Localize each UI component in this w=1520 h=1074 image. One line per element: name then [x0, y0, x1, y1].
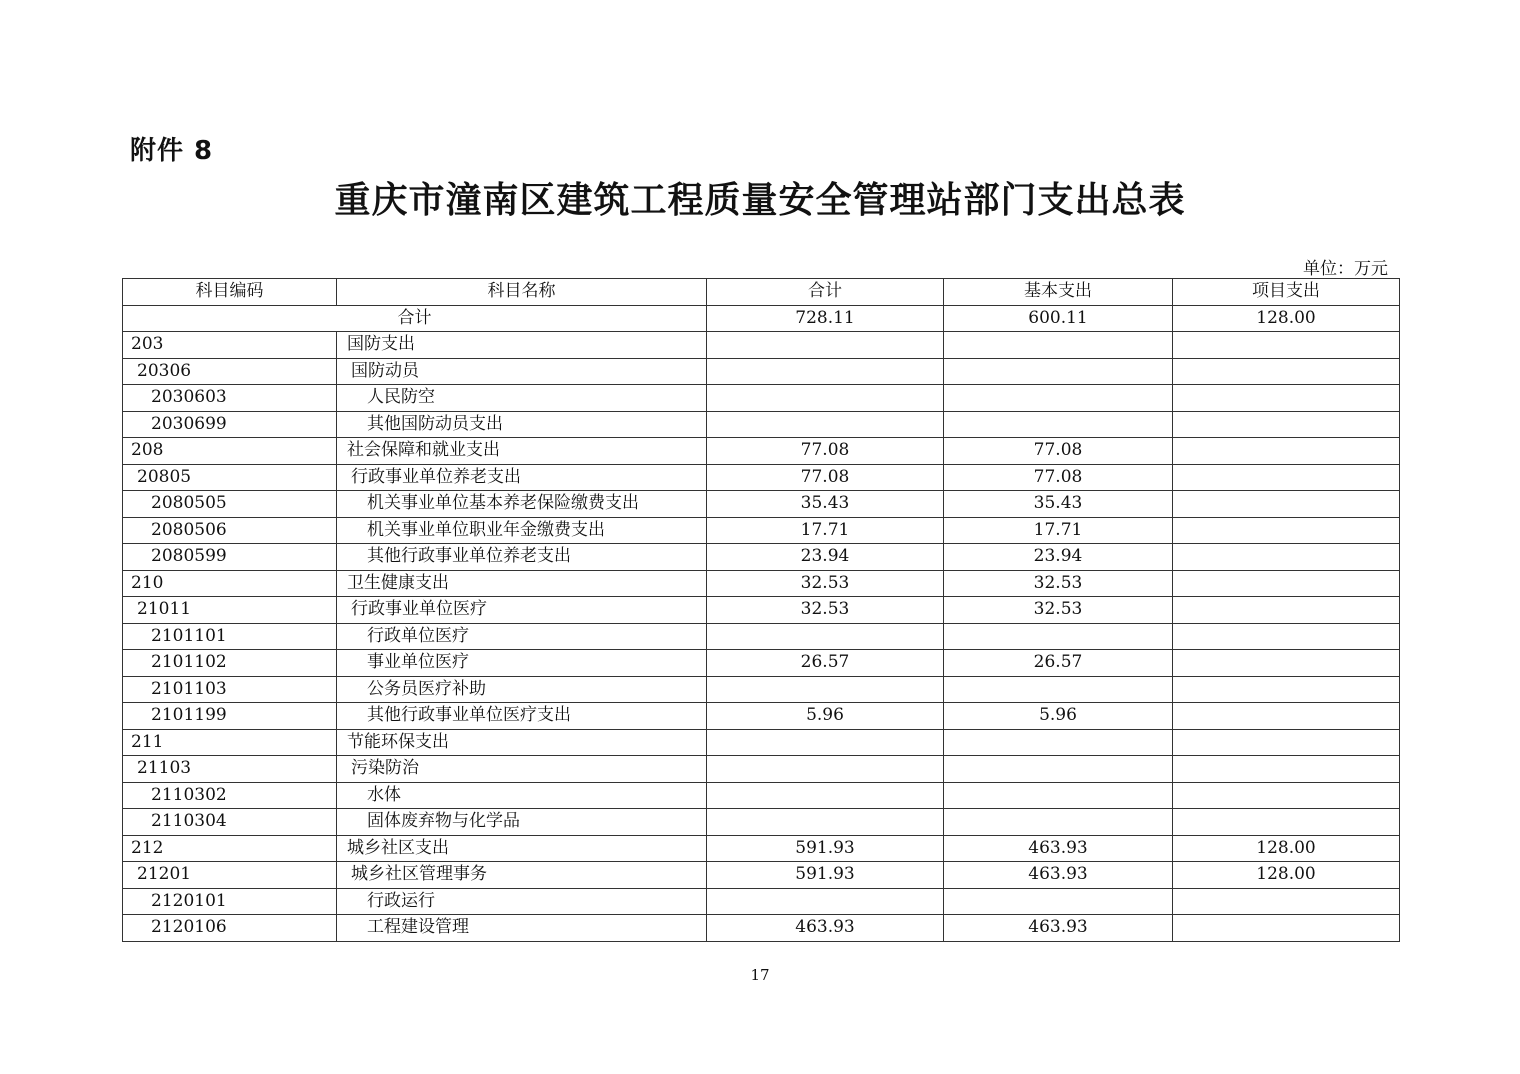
table-row — [123, 650, 1400, 677]
row-name: 行政运行 — [337, 888, 707, 915]
row-basic: 463.93 — [944, 915, 1173, 942]
row-project — [1173, 464, 1400, 491]
table-row — [123, 862, 1400, 889]
row-name: 其他国防动员支出 — [337, 411, 707, 438]
row-code: 2101101 — [123, 623, 337, 650]
page-number: 17 — [750, 966, 770, 984]
row-total: 32.53 — [707, 597, 944, 624]
table-header — [123, 279, 1400, 306]
row-project — [1173, 438, 1400, 465]
row-code: 208 — [123, 438, 337, 465]
row-project — [1173, 491, 1400, 518]
row-code: 2080599 — [123, 544, 337, 571]
header-total: 合计 — [707, 279, 944, 306]
row-project — [1173, 385, 1400, 412]
row-code: 2030699 — [123, 411, 337, 438]
row-name: 城乡社区支出 — [337, 835, 707, 862]
table-row — [123, 597, 1400, 624]
row-code: 203 — [123, 332, 337, 359]
row-project — [1173, 544, 1400, 571]
page-title: 重庆市潼南区建筑工程质量安全管理站部门支出总表 — [334, 180, 1186, 221]
table-row — [123, 570, 1400, 597]
row-code: 2110304 — [123, 809, 337, 836]
row-name: 社会保障和就业支出 — [337, 438, 707, 465]
row-project — [1173, 888, 1400, 915]
row-code: 211 — [123, 729, 337, 756]
row-code: 212 — [123, 835, 337, 862]
table-row — [123, 332, 1400, 359]
row-basic — [944, 888, 1173, 915]
row-total — [707, 385, 944, 412]
row-project — [1173, 756, 1400, 783]
row-code: 2120101 — [123, 888, 337, 915]
row-code: 21011 — [123, 597, 337, 624]
row-total — [707, 729, 944, 756]
row-total: 17.71 — [707, 517, 944, 544]
row-basic — [944, 756, 1173, 783]
row-total: 591.93 — [707, 862, 944, 889]
row-total: 23.94 — [707, 544, 944, 571]
table-row — [123, 729, 1400, 756]
total-row — [123, 305, 1400, 332]
table-row — [123, 915, 1400, 942]
row-name: 人民防空 — [337, 385, 707, 412]
row-basic — [944, 623, 1173, 650]
row-basic — [944, 729, 1173, 756]
table-row — [123, 782, 1400, 809]
row-code: 21201 — [123, 862, 337, 889]
table-row — [123, 809, 1400, 836]
row-name: 事业单位医疗 — [337, 650, 707, 677]
table-row — [123, 411, 1400, 438]
row-name: 行政事业单位养老支出 — [337, 464, 707, 491]
row-basic: 32.53 — [944, 570, 1173, 597]
header-name: 科目名称 — [337, 279, 707, 306]
row-code: 2080506 — [123, 517, 337, 544]
row-project — [1173, 570, 1400, 597]
unit-label: 单位：万元 — [1303, 259, 1388, 279]
row-total: 463.93 — [707, 915, 944, 942]
row-name: 国防动员 — [337, 358, 707, 385]
row-total: 26.57 — [707, 650, 944, 677]
row-total — [707, 782, 944, 809]
row-code: 21103 — [123, 756, 337, 783]
row-total — [707, 888, 944, 915]
row-project — [1173, 703, 1400, 730]
row-basic: 26.57 — [944, 650, 1173, 677]
row-project — [1173, 915, 1400, 942]
row-total — [707, 623, 944, 650]
row-project — [1173, 676, 1400, 703]
row-code: 2080505 — [123, 491, 337, 518]
table-row — [123, 438, 1400, 465]
row-project — [1173, 729, 1400, 756]
row-code: 2030603 — [123, 385, 337, 412]
table-row — [123, 464, 1400, 491]
row-basic: 463.93 — [944, 862, 1173, 889]
row-code: 210 — [123, 570, 337, 597]
row-project — [1173, 332, 1400, 359]
table-row — [123, 888, 1400, 915]
table-row — [123, 676, 1400, 703]
header-project: 项目支出 — [1173, 279, 1400, 306]
row-name: 其他行政事业单位养老支出 — [337, 544, 707, 571]
row-name: 公务员医疗补助 — [337, 676, 707, 703]
total-label: 合计 — [123, 305, 707, 332]
row-project — [1173, 517, 1400, 544]
row-basic: 23.94 — [944, 544, 1173, 571]
row-total: 35.43 — [707, 491, 944, 518]
row-name: 节能环保支出 — [337, 729, 707, 756]
row-basic: 35.43 — [944, 491, 1173, 518]
row-total — [707, 411, 944, 438]
row-total: 32.53 — [707, 570, 944, 597]
row-basic — [944, 332, 1173, 359]
row-total — [707, 756, 944, 783]
header-row — [123, 279, 1400, 306]
row-project: 128.00 — [1173, 862, 1400, 889]
expenditure-table — [122, 278, 1400, 942]
row-project — [1173, 597, 1400, 624]
row-name: 水体 — [337, 782, 707, 809]
table-row — [123, 835, 1400, 862]
row-name: 机关事业单位基本养老保险缴费支出 — [337, 491, 707, 518]
row-total: 77.08 — [707, 438, 944, 465]
row-basic: 463.93 — [944, 835, 1173, 862]
total-project: 128.00 — [1173, 305, 1400, 332]
row-basic: 5.96 — [944, 703, 1173, 730]
attachment-label: 附件 8 — [130, 136, 214, 166]
row-total: 77.08 — [707, 464, 944, 491]
row-basic — [944, 358, 1173, 385]
row-basic — [944, 782, 1173, 809]
table-row — [123, 358, 1400, 385]
row-basic: 17.71 — [944, 517, 1173, 544]
table-row — [123, 385, 1400, 412]
header-code: 科目编码 — [123, 279, 337, 306]
row-code: 20805 — [123, 464, 337, 491]
table-body — [123, 305, 1400, 941]
row-project — [1173, 411, 1400, 438]
total-basic: 600.11 — [944, 305, 1173, 332]
header-basic: 基本支出 — [944, 279, 1173, 306]
row-basic — [944, 411, 1173, 438]
row-basic — [944, 809, 1173, 836]
table-row — [123, 756, 1400, 783]
row-basic — [944, 676, 1173, 703]
row-basic — [944, 385, 1173, 412]
row-name: 行政事业单位医疗 — [337, 597, 707, 624]
row-project: 128.00 — [1173, 835, 1400, 862]
row-name: 国防支出 — [337, 332, 707, 359]
total-total: 728.11 — [707, 305, 944, 332]
row-code: 2101199 — [123, 703, 337, 730]
row-name: 卫生健康支出 — [337, 570, 707, 597]
row-project — [1173, 623, 1400, 650]
row-project — [1173, 650, 1400, 677]
row-name: 行政单位医疗 — [337, 623, 707, 650]
table-row — [123, 703, 1400, 730]
row-basic: 32.53 — [944, 597, 1173, 624]
row-code: 2120106 — [123, 915, 337, 942]
row-code: 2110302 — [123, 782, 337, 809]
table-row — [123, 517, 1400, 544]
row-project — [1173, 358, 1400, 385]
row-total: 5.96 — [707, 703, 944, 730]
row-total — [707, 332, 944, 359]
row-code: 20306 — [123, 358, 337, 385]
row-total: 591.93 — [707, 835, 944, 862]
row-project — [1173, 809, 1400, 836]
table-row — [123, 623, 1400, 650]
row-name: 机关事业单位职业年金缴费支出 — [337, 517, 707, 544]
row-code: 2101103 — [123, 676, 337, 703]
row-basic: 77.08 — [944, 438, 1173, 465]
table-row — [123, 491, 1400, 518]
row-total — [707, 809, 944, 836]
table-row — [123, 544, 1400, 571]
row-name: 污染防治 — [337, 756, 707, 783]
row-basic: 77.08 — [944, 464, 1173, 491]
row-name: 固体废弃物与化学品 — [337, 809, 707, 836]
row-project — [1173, 782, 1400, 809]
row-name: 其他行政事业单位医疗支出 — [337, 703, 707, 730]
row-name: 工程建设管理 — [337, 915, 707, 942]
row-total — [707, 676, 944, 703]
row-total — [707, 358, 944, 385]
row-code: 2101102 — [123, 650, 337, 677]
row-name: 城乡社区管理事务 — [337, 862, 707, 889]
